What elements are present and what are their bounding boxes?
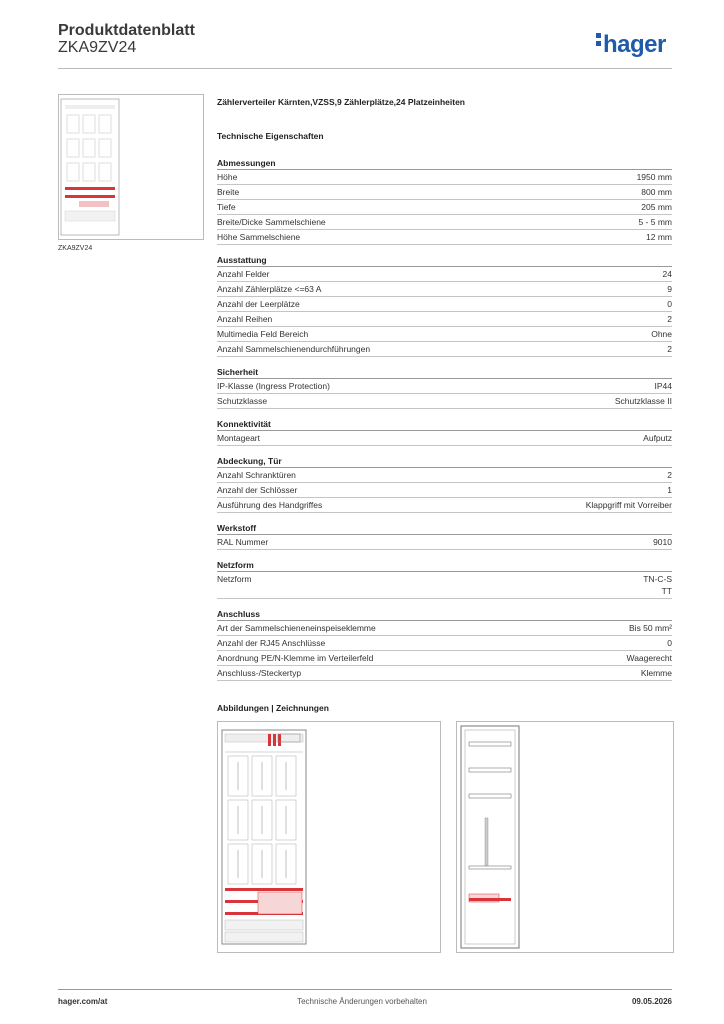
spec-label: Anordnung PE/N-Klemme im Verteilerfeld	[217, 653, 374, 663]
spec-section	[217, 608, 672, 681]
spec-label: Anschluss-/Steckertyp	[217, 668, 302, 678]
spec-value-text-2: TT	[661, 586, 672, 596]
spec-row	[217, 468, 672, 483]
spec-value-text: Bis 50 mm²	[629, 623, 672, 633]
spec-row	[217, 621, 672, 636]
spec-row	[217, 327, 672, 342]
spec-section	[217, 366, 672, 409]
spec-row	[217, 394, 672, 409]
spec-label: Anzahl der Leerplätze	[217, 299, 300, 309]
logo-text: hager	[603, 31, 666, 58]
spec-section	[217, 522, 672, 550]
spec-value-text: Aufputz	[643, 433, 672, 443]
spec-row	[217, 498, 672, 513]
spec-row	[217, 282, 672, 297]
product-code: ZKA9ZV24	[58, 39, 137, 56]
spec-label: Breite/Dicke Sammelschiene	[217, 217, 326, 227]
spec-value-text: Waagerecht	[626, 653, 672, 663]
spec-value	[663, 268, 672, 280]
thumbnail-caption: ZKA9ZV24	[58, 245, 93, 252]
spec-value-text: 0	[667, 299, 672, 309]
spec-value	[643, 573, 672, 597]
spec-value	[646, 231, 672, 243]
spec-row	[217, 379, 672, 394]
spec-value	[667, 298, 672, 310]
spec-value-text: 5 - 5 mm	[638, 217, 672, 227]
spec-value	[629, 622, 672, 634]
spec-row	[217, 431, 672, 446]
spec-section	[217, 559, 672, 599]
spec-row	[217, 215, 672, 230]
spec-value-text: 0	[667, 638, 672, 648]
spec-value-text: Ohne	[651, 329, 672, 339]
product-thumbnail	[58, 94, 204, 240]
spec-label: Anzahl Schranktüren	[217, 470, 296, 480]
spec-row	[217, 185, 672, 200]
spec-value-text: 12 mm	[646, 232, 672, 242]
spec-label: Anzahl Sammelschienendurchführungen	[217, 344, 371, 354]
spec-value	[667, 283, 672, 295]
spec-value	[643, 432, 672, 444]
spec-row	[217, 267, 672, 282]
spec-value-text: 9010	[653, 537, 672, 547]
technical-properties-heading: Technische Eigenschaften	[217, 131, 324, 141]
spec-row	[217, 342, 672, 357]
spec-value-text: 2	[667, 470, 672, 480]
spec-label: Anzahl Reihen	[217, 314, 273, 324]
spec-value-text: 2	[667, 344, 672, 354]
spec-label: Multimedia Feld Bereich	[217, 329, 309, 339]
spec-label: Netzform	[217, 574, 252, 584]
spec-row	[217, 312, 672, 327]
spec-value	[641, 186, 672, 198]
spec-value-text: Schutzklasse II	[614, 396, 672, 406]
section-heading: Werkstoff	[217, 522, 672, 535]
product-title: Zählerverteiler Kärnten,VZSS,9 Zählerplätze,24 Platzeinheiten	[217, 97, 466, 107]
footer-note: Technische Änderungen vorbehalten	[297, 997, 427, 1006]
spec-row	[217, 230, 672, 245]
spec-value	[667, 637, 672, 649]
spec-value	[626, 652, 672, 664]
spec-label: Art der Sammelschieneneinspeiseklemme	[217, 623, 376, 633]
spec-value-text: 800 mm	[641, 187, 672, 197]
spec-value-text: IP44	[654, 381, 672, 391]
spec-value	[667, 343, 672, 355]
spec-row	[217, 170, 672, 185]
spec-value	[667, 313, 672, 325]
spec-row	[217, 636, 672, 651]
spec-value	[651, 328, 672, 340]
section-heading: Konnektivität	[217, 418, 672, 431]
spec-value	[637, 171, 672, 183]
spec-label: IP-Klasse (Ingress Protection)	[217, 381, 330, 391]
hager-logo[interactable]	[596, 30, 666, 59]
interior-view-drawing	[456, 721, 674, 953]
spec-label: Höhe Sammelschiene	[217, 232, 301, 242]
section-heading: Sicherheit	[217, 366, 672, 379]
spec-value-text: 205 mm	[641, 202, 672, 212]
section-heading: Abdeckung, Tür	[217, 455, 672, 468]
spec-value-text: 24	[662, 269, 672, 279]
spec-label: Anzahl der RJ45 Anschlüsse	[217, 638, 326, 648]
spec-value-text: Klemme	[640, 668, 672, 678]
spec-row	[217, 535, 672, 550]
spec-label: Tiefe	[217, 202, 236, 212]
spec-value	[667, 469, 672, 481]
spec-label: Anzahl der Schlösser	[217, 485, 298, 495]
spec-section	[217, 455, 672, 513]
spec-value	[641, 201, 672, 213]
spec-row	[217, 572, 672, 599]
footer-website-link[interactable]: hager.com/at	[58, 997, 108, 1006]
spec-value-text: 2	[667, 314, 672, 324]
spec-label: Breite	[217, 187, 240, 197]
footer-date: 09.05.2026	[631, 997, 672, 1006]
spec-label: Montageart	[217, 433, 260, 443]
footer-divider	[58, 989, 672, 990]
spec-table	[217, 157, 672, 690]
spec-value	[641, 667, 672, 679]
spec-section	[217, 254, 672, 357]
spec-label: Anzahl Felder	[217, 269, 270, 279]
spec-value-text: 1	[667, 485, 672, 495]
spec-label: Ausführung des Handgriffes	[217, 500, 323, 510]
section-heading: Abmessungen	[217, 157, 672, 170]
spec-value	[615, 395, 672, 407]
spec-row	[217, 666, 672, 681]
spec-value	[655, 380, 673, 392]
spec-section	[217, 157, 672, 245]
spec-row	[217, 297, 672, 312]
spec-value-text: 1950 mm	[636, 172, 672, 182]
spec-value	[667, 484, 672, 496]
section-heading: Ausstattung	[217, 254, 672, 267]
section-heading: Netzform	[217, 559, 672, 572]
logo-colon-icon	[596, 30, 601, 49]
spec-value-text: TN-C-S	[643, 574, 672, 584]
spec-row	[217, 200, 672, 215]
section-heading: Anschluss	[217, 608, 672, 621]
spec-label: Schutzklasse	[217, 396, 268, 406]
spec-value-text: 9	[667, 284, 672, 294]
spec-row	[217, 651, 672, 666]
front-view-drawing	[217, 721, 441, 953]
figures-heading: Abbildungen | Zeichnungen	[217, 703, 329, 713]
spec-value	[638, 216, 672, 228]
spec-value-text: Klappgriff mit Vorreiber	[585, 500, 672, 510]
spec-row	[217, 483, 672, 498]
spec-label: RAL Nummer	[217, 537, 269, 547]
spec-label: Höhe	[217, 172, 238, 182]
spec-value	[653, 536, 672, 548]
header-divider	[58, 68, 672, 69]
spec-section	[217, 418, 672, 446]
page-title: Produktdatenblatt	[58, 22, 195, 39]
spec-label: Anzahl Zählerplätze <=63 A	[217, 284, 322, 294]
spec-value	[586, 499, 672, 511]
